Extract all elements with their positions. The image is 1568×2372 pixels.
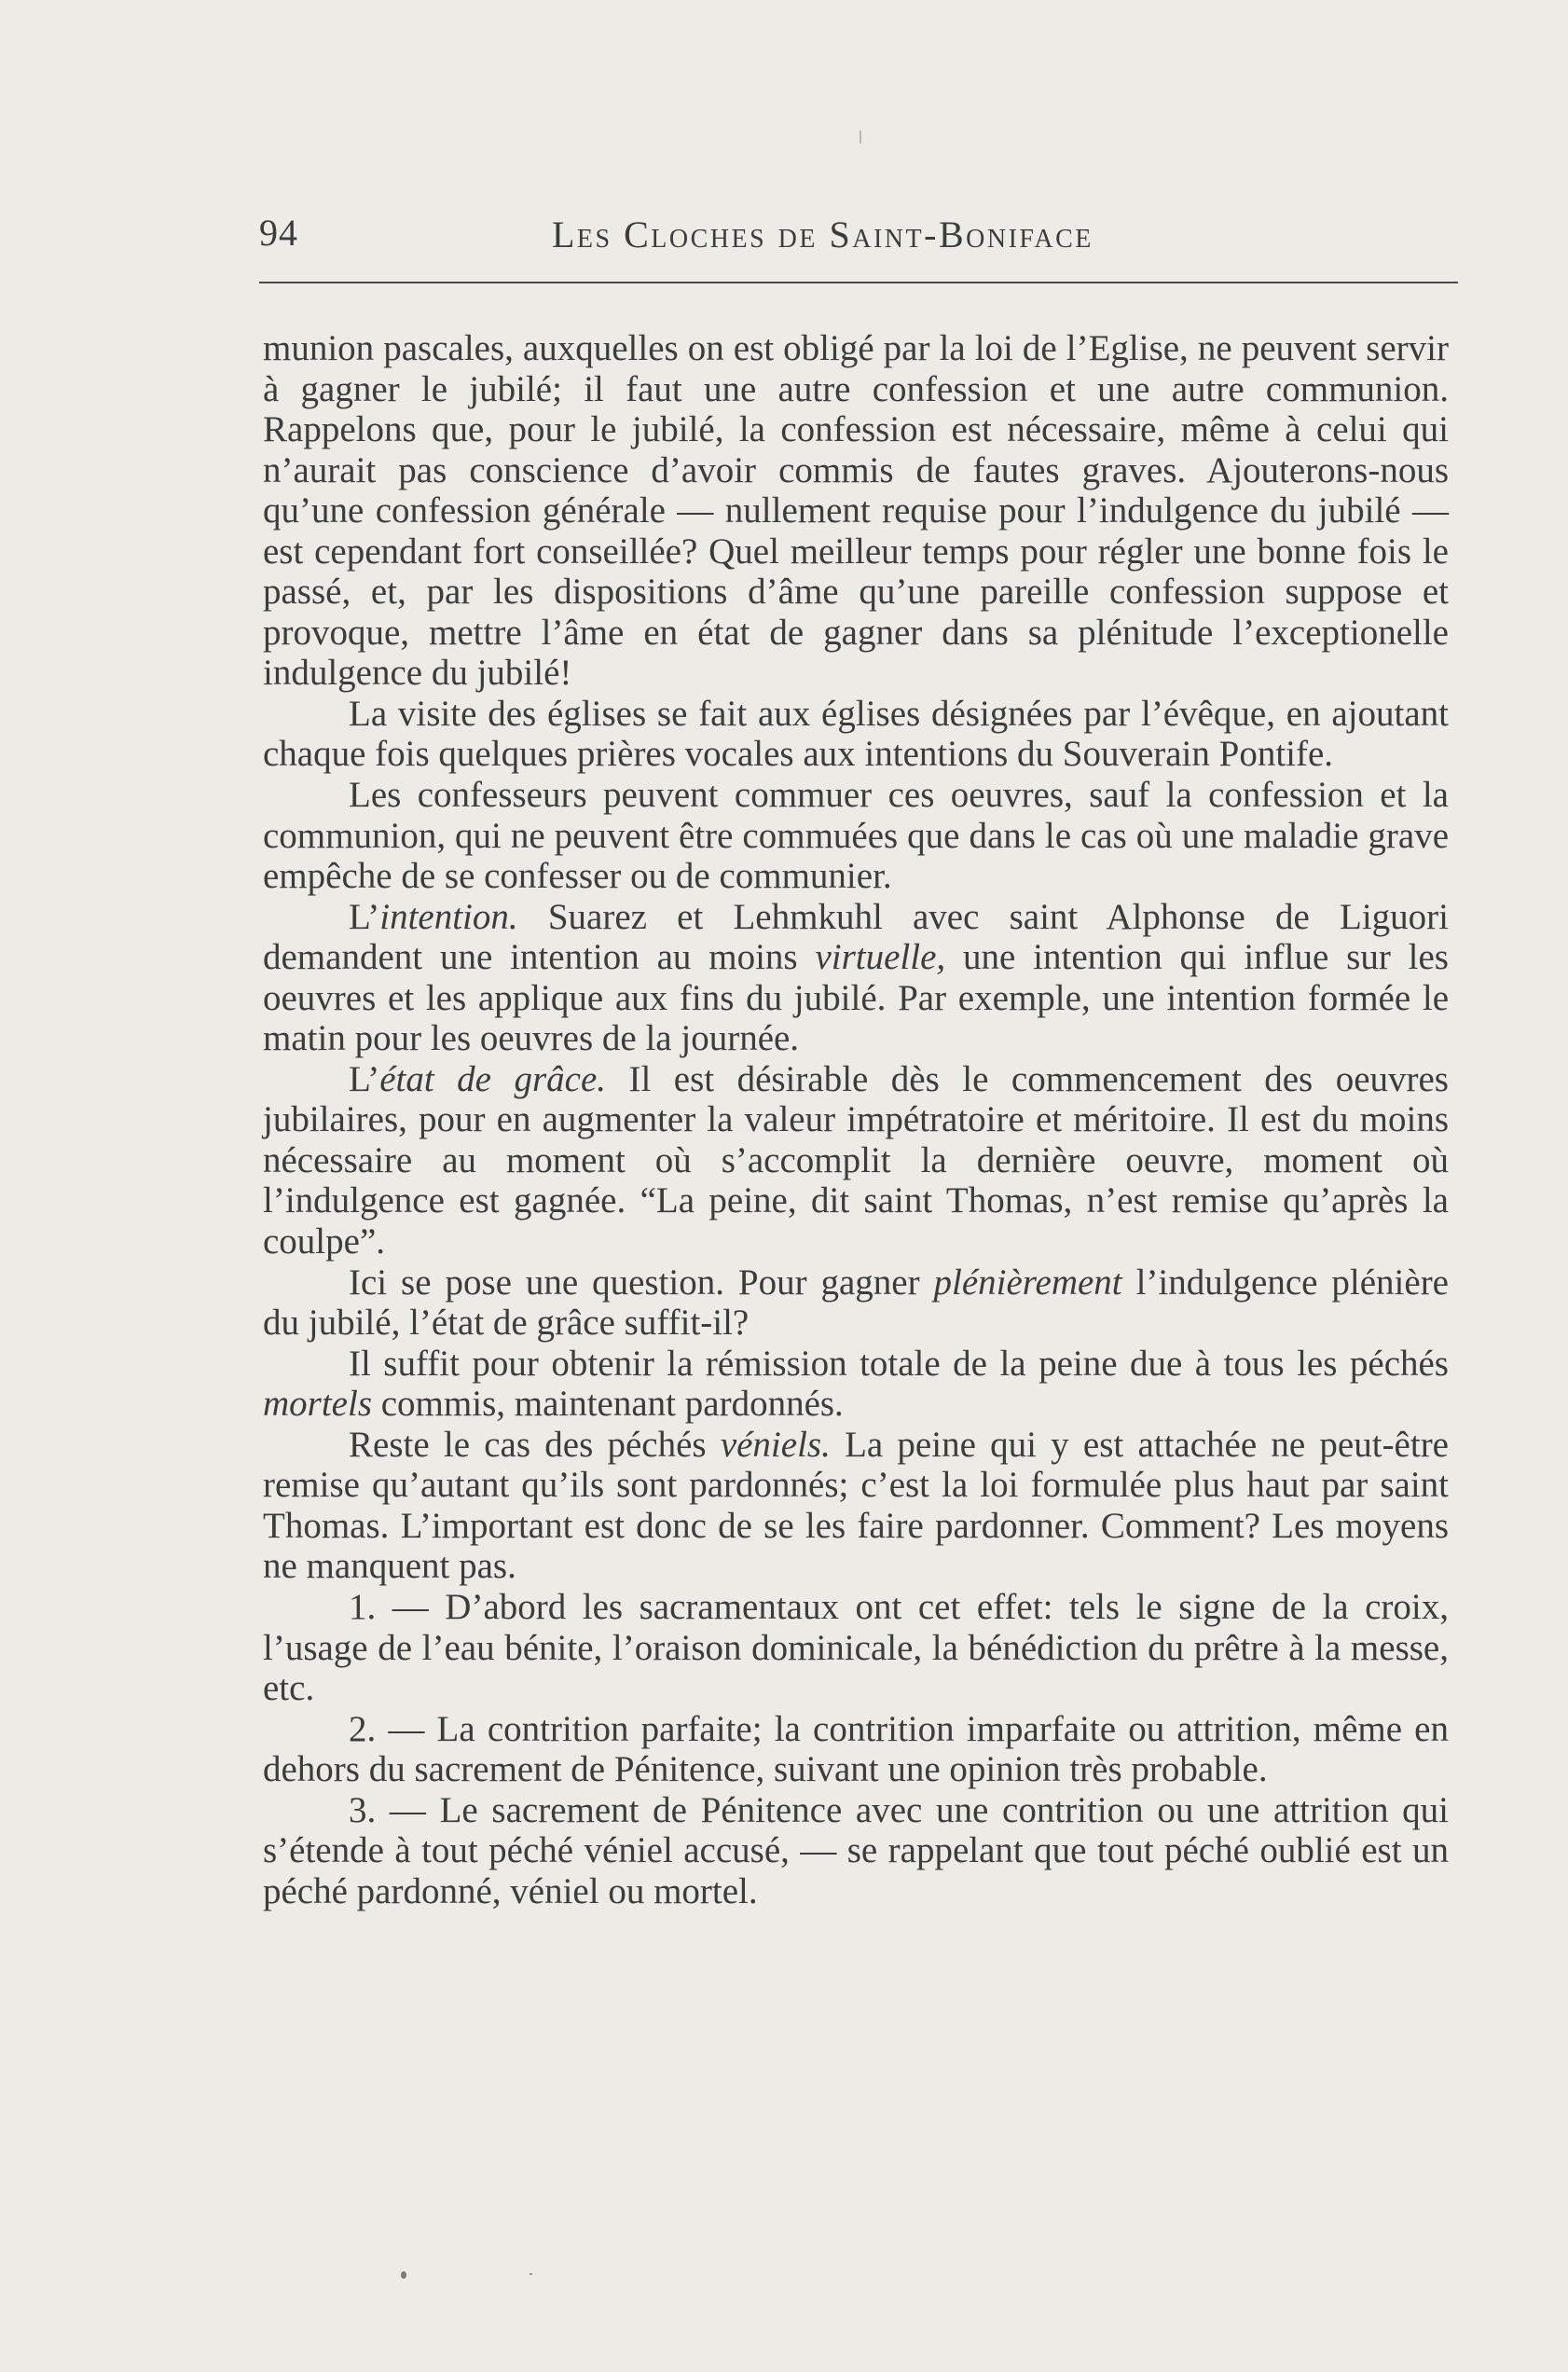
paragraph-text: commis, maintenant pardonnés. (372, 1384, 844, 1425)
paragraph-text: La peine qui y est attachée ne peut-être remise qu’autant qu’ils sont pardonnés; c’est la loi formulée plus haut par saint Thomas. L’important est donc de se les faire pardonner. Comment? Les moyens ne manquent pas. (263, 1424, 1449, 1587)
header-rule (259, 282, 1458, 283)
print-speck (530, 2273, 532, 2275)
paragraph-text: La visite des églises se fait aux églises désignées par l’évêque, en ajoutant chaque fois quelques prières vocales aux intentions du Souverain Pontife. (263, 693, 1449, 775)
paragraph-text: une intention qui influe sur les oeuvres et les applique aux fins du jubilé. Par exemple, une intention formée le matin pour les oeuvres de la journée. (263, 937, 1449, 1059)
paragraph-text: 3. — Le sacrement de Pénitence avec une contrition ou une attrition qui s’étende à tout péché véniel accusé, — se rappelant que tout péché oublié est un péché pardonné, véniel ou mortel. (263, 1789, 1449, 1911)
body-text (263, 328, 1449, 1911)
italic-text: intention. (379, 896, 518, 937)
print-speck (860, 131, 861, 144)
italic-text: virtuelle, (815, 937, 946, 978)
paragraph (263, 897, 1449, 1059)
italic-text: état de grâce. (379, 1058, 607, 1099)
page-number: 94 (259, 212, 298, 254)
italic-text: plénièrement (933, 1262, 1122, 1303)
italic-text: mortels (263, 1384, 372, 1425)
paragraph-text: L’ (349, 896, 380, 937)
paragraph (263, 1425, 1449, 1587)
paragraph-text: Il suffit pour obtenir la rémission totale de la peine due à tous les péchés (349, 1343, 1449, 1384)
paragraph (263, 1059, 1449, 1262)
print-speck (401, 2271, 406, 2279)
paragraph (263, 1344, 1449, 1425)
paragraph (263, 328, 1449, 694)
paragraph (263, 1587, 1449, 1709)
paragraph (263, 775, 1449, 897)
paragraph-text: Les confesseurs peuvent commuer ces oeuvres, sauf la confession et la communion, qui ne peuvent être commuées que dans le cas où une maladie grave empêche de se confesser ou de communier. (263, 775, 1449, 897)
paragraph-text: 2. — La contrition parfaite; la contrition imparfaite ou attrition, même en dehors du sacrement de Pénitence, suivant une opinion très probable. (263, 1708, 1449, 1790)
paragraph (263, 1709, 1449, 1790)
italic-text: véniels. (720, 1424, 831, 1465)
paragraph (263, 694, 1449, 775)
paragraph (263, 1262, 1449, 1344)
paragraph-text: munion pascales, auxquelles on est obligé par la loi de l’Eglise, ne peuvent servir à gagner le jubilé; il faut une autre confession et une autre communion. Rappelons que, pour le jubilé, la confession est nécessaire, même à celui qui n’aurait pas conscience d’avoir commis de fautes graves. Ajouterons-nous qu’une confession générale — nullement requise pour l’indulgence du jubilé — est cependant fort conseillée? Quel meilleur temps pour régler une bonne fois le passé, et, par les dispositions d’âme qu’une pareille confession suppose et provoque, mettre l’âme en état de gagner dans sa plénitude l’exceptionelle indulgence du jubilé! (263, 328, 1449, 694)
paragraph-text: Suarez et Lehmkuhl avec saint Alphonse de Liguori demandent une intention au moins (263, 896, 1449, 978)
paragraph-text: 1. — D’abord les sacramentaux ont cet effet: tels le signe de la croix, l’usage de l’eau bénite, l’oraison dominicale, la bénédiction du prêtre à la messe, etc. (263, 1586, 1449, 1709)
paragraph-text: l’indulgence plénière du jubilé, l’état de grâce suffit-il? (263, 1262, 1449, 1344)
paragraph-text: Il est désirable dès le commencement des oeuvres jubilaires, pour en augmenter la valeur impétratoire et méritoire. Il est du moins nécessaire au moment où s’accomplit la dernière oeuvre, moment où l’indulgence est gagnée. “La peine, dit saint Thomas, n’est remise qu’après la coulpe”. (263, 1058, 1449, 1262)
page-header (259, 211, 1458, 267)
paragraph-text: Reste le cas des péchés (349, 1424, 721, 1465)
paragraph-text: Ici se pose une question. Pour gagner (349, 1262, 934, 1303)
running-title: Les Cloches de Saint-Boniface (552, 214, 1093, 255)
paragraph (263, 1790, 1449, 1912)
paragraph-text: L’ (349, 1058, 380, 1099)
